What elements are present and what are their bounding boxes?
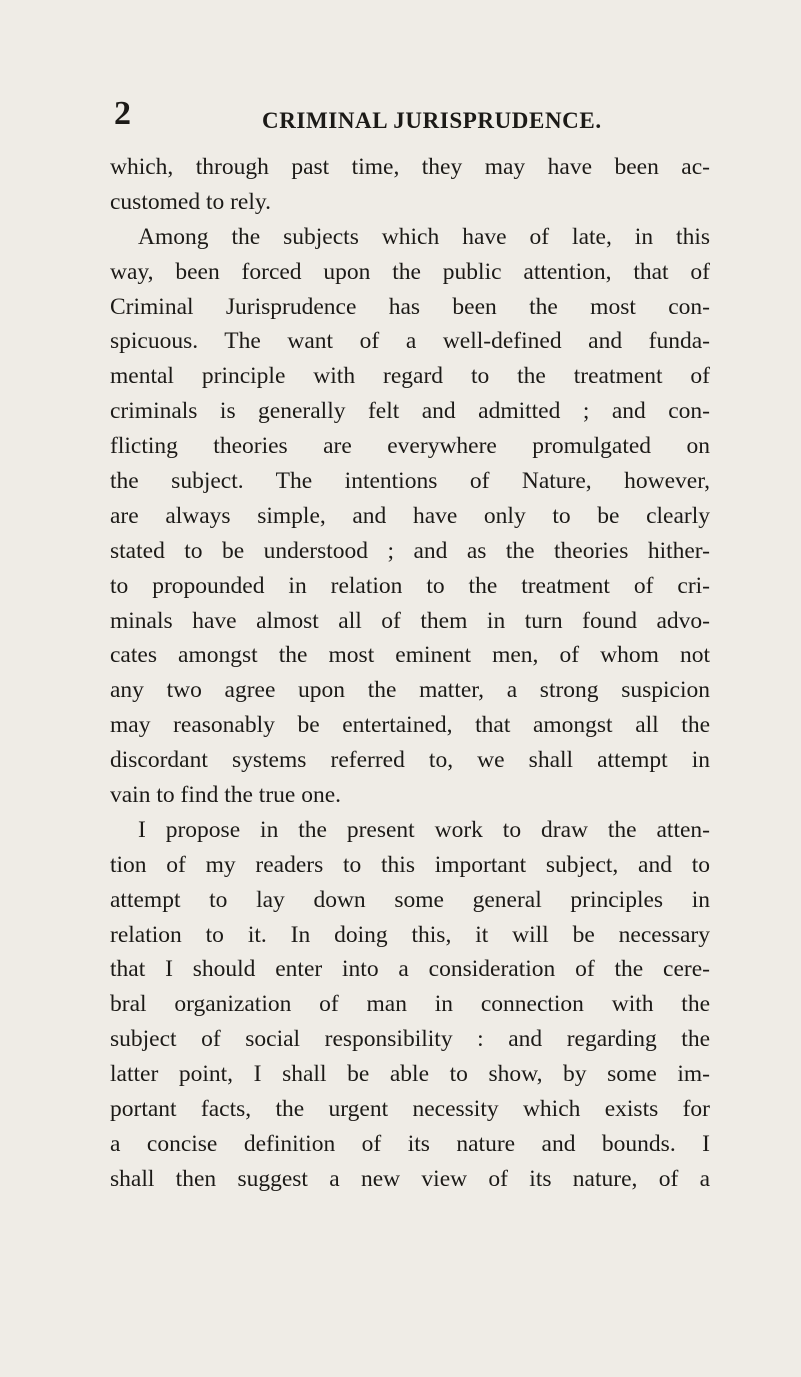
text-line: tion of my readers to this important subject, and to	[110, 851, 710, 878]
text-line: I propose in the present work to draw the atten-	[138, 816, 710, 843]
text-line: mental principle with regard to the treatment of	[110, 363, 710, 390]
text-line: a concise definition of its nature and bounds. I	[110, 1130, 710, 1157]
text-line: Among the subjects which have of late, in this	[138, 223, 710, 250]
text-line: customed to rely.	[110, 188, 271, 215]
text-line: criminals is generally felt and admitted ; and con-	[110, 398, 710, 425]
text-line: relation to it. In doing this, it will be necessary	[110, 921, 710, 948]
text-line: attempt to lay down some general principles in	[110, 886, 710, 913]
text-line: spicuous. The want of a well-defined and funda-	[110, 328, 710, 355]
text-line: are always simple, and have only to be clearly	[110, 502, 710, 529]
text-line: Criminal Jurisprudence has been the most con-	[110, 293, 710, 320]
text-line: way, been forced upon the public attention, that of	[110, 258, 710, 285]
page-number: 2	[114, 95, 131, 132]
text-line: that I should enter into a consideration of the cere-	[110, 956, 710, 983]
text-line: cates amongst the most eminent men, of whom not	[110, 642, 710, 669]
body-text	[110, 150, 710, 1197]
text-line: shall then suggest a new view of its nature, of a	[110, 1165, 710, 1192]
text-line: may reasonably be entertained, that amongst all the	[110, 712, 710, 739]
text-line: flicting theories are everywhere promulgated on	[110, 433, 710, 460]
text-line: subject of social responsibility : and regarding the	[110, 1026, 710, 1053]
text-line: the subject. The intentions of Nature, however,	[110, 468, 710, 495]
text-line: stated to be understood ; and as the theories hither-	[110, 537, 710, 564]
text-line: which, through past time, they may have been ac-	[110, 154, 710, 180]
text-line: discordant systems referred to, we shall attempt in	[110, 747, 710, 774]
text-line: vain to find the true one.	[110, 782, 342, 809]
running-title: CRIMINAL JURISPRUDENCE.	[262, 108, 602, 133]
text-line: to propounded in relation to the treatment of cri-	[110, 572, 710, 599]
text-line: any two agree upon the matter, a strong suspicion	[110, 677, 710, 704]
text-line: minals have almost all of them in turn found advo-	[110, 607, 710, 634]
running-head	[0, 96, 801, 136]
text-line: bral organization of man in connection with the	[110, 991, 710, 1018]
text-line: latter point, I shall be able to show, by some im-	[110, 1061, 710, 1088]
text-line: portant facts, the urgent necessity which exists for	[110, 1096, 710, 1123]
